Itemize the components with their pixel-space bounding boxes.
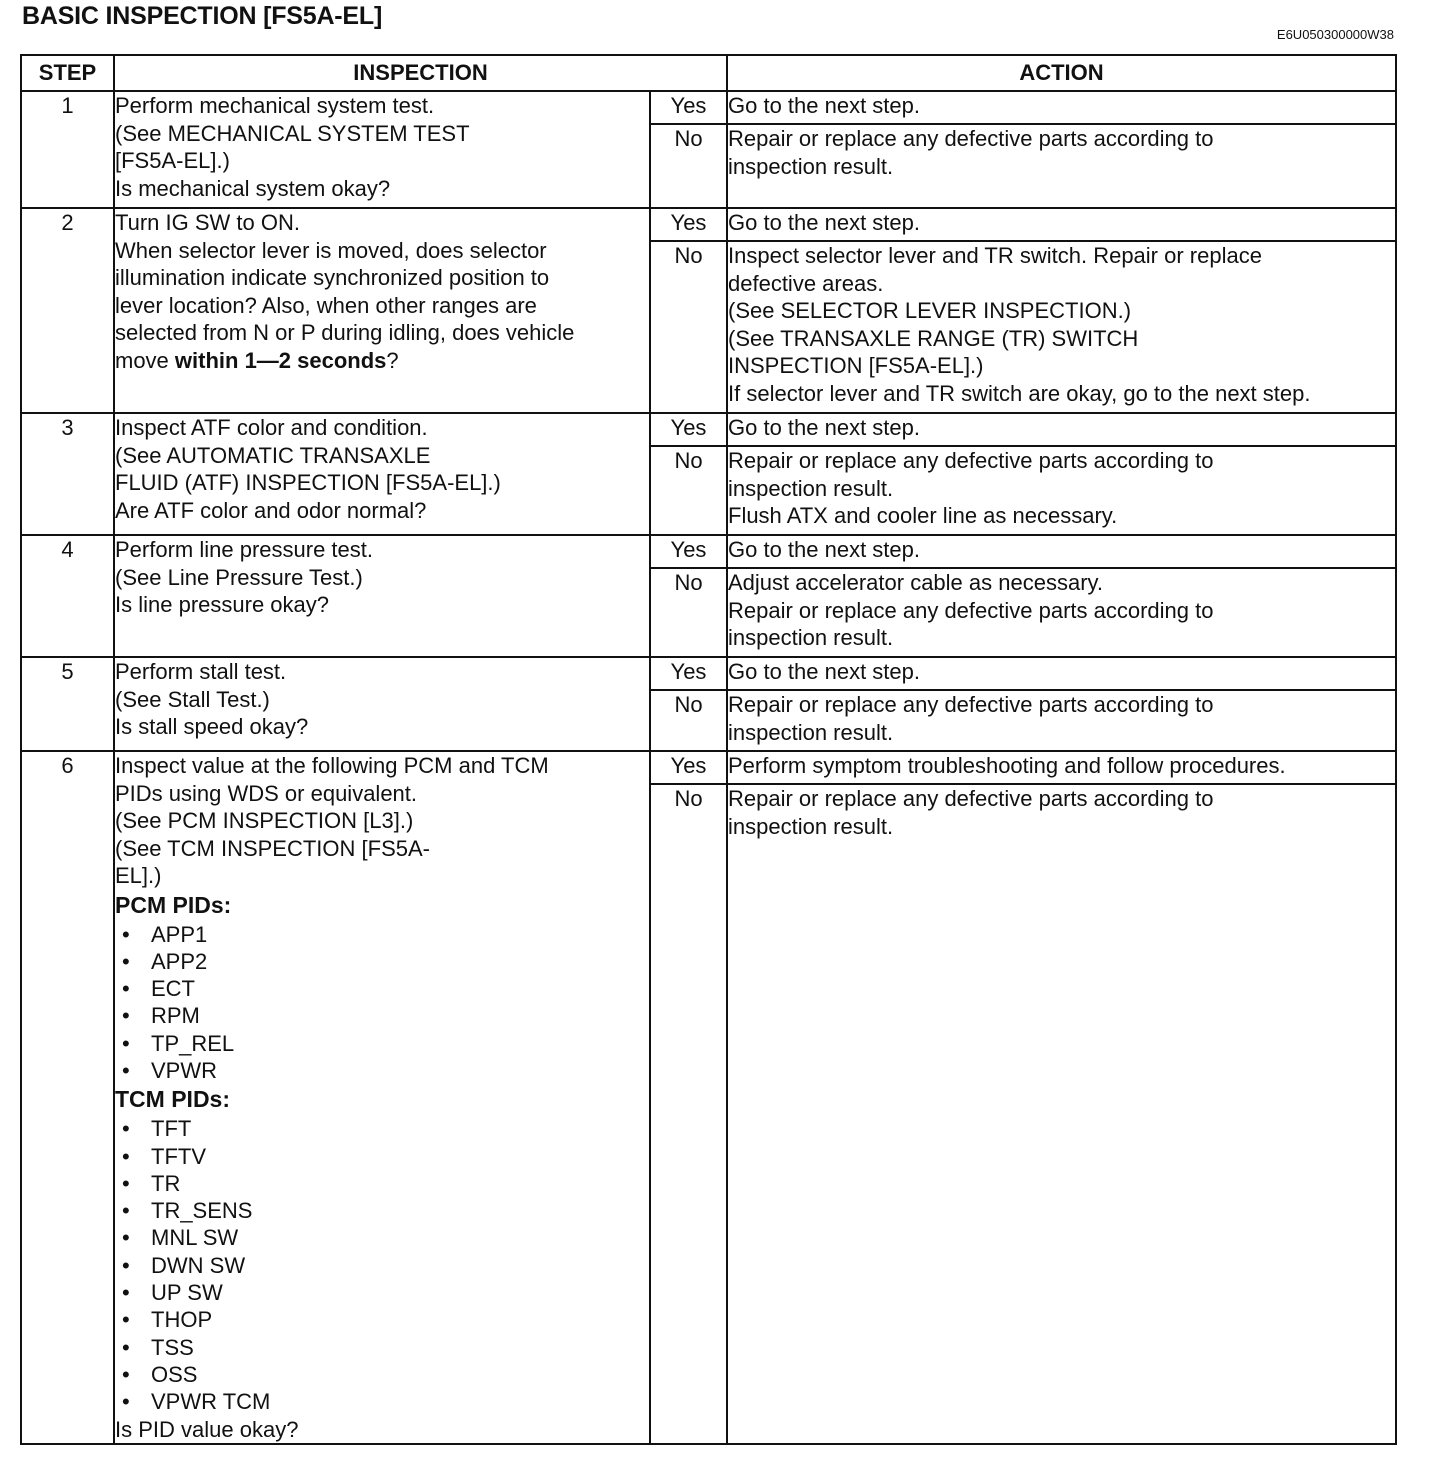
no-action (727, 690, 1396, 751)
no-action (727, 124, 1396, 208)
no-label: No (650, 241, 727, 413)
inspection-line: (See MECHANICAL SYSTEM TEST (115, 120, 470, 146)
list-item: • DWN SW (115, 1252, 649, 1279)
list-item: • MNL SW (115, 1224, 649, 1251)
no-label: No (650, 124, 727, 208)
list-item: • TP_REL (115, 1030, 649, 1057)
yes-action (727, 413, 1396, 446)
yes-label: Yes (650, 751, 727, 784)
inspection-line: Is line pressure okay? (115, 592, 329, 617)
yes-action (727, 657, 1396, 690)
inspection-line: Is mechanical system okay? (115, 175, 391, 201)
no-action (727, 241, 1396, 413)
list-item: • ECT (115, 975, 649, 1002)
action-line: INSPECTION [FS5A-EL].) (728, 353, 984, 378)
action-line: Perform symptom troubleshooting and follow procedures. (728, 753, 1286, 778)
tcm-pid-list (115, 1115, 649, 1415)
document-code: E6U050300000W38 (1276, 27, 1394, 42)
inspection-line: selected from N or P during idling, does vehicle (115, 320, 575, 345)
table-row (21, 751, 1396, 784)
list-item: • TR_SENS (115, 1197, 649, 1224)
inspection-line: Perform line pressure test. (115, 537, 373, 562)
inspection-line: Turn IG SW to ON. (115, 210, 300, 235)
yes-action (727, 535, 1396, 568)
action-line: inspection result. (728, 813, 894, 839)
no-action (727, 568, 1396, 657)
no-label: No (650, 690, 727, 751)
action-line: Repair or replace any defective parts according to (728, 786, 1214, 811)
inspection-cell (114, 535, 650, 657)
action-line: (See SELECTOR LEVER INSPECTION.) (728, 298, 1132, 323)
inspection-line: Is stall speed okay? (115, 714, 309, 739)
action-line: If selector lever and TR switch are okay, go to the next step. (728, 380, 1311, 406)
action-line: Repair or replace any defective parts according to (728, 126, 1214, 151)
inspection-line: When selector lever is moved, does selector (115, 237, 547, 263)
inspection-line: Inspect ATF color and condition. (115, 415, 428, 440)
list-item: • APP1 (115, 921, 649, 948)
inspection-line: (See Stall Test.) (115, 686, 270, 712)
table-row (21, 413, 1396, 446)
header-inspection: INSPECTION (114, 55, 727, 91)
inspection-line: (See PCM INSPECTION [L3].) (115, 808, 414, 833)
list-item: • VPWR TCM (115, 1388, 649, 1415)
list-item: • TFTV (115, 1143, 649, 1170)
no-action (727, 784, 1396, 1444)
inspection-line (115, 347, 649, 375)
inspection-line: (See Line Pressure Test.) (115, 564, 363, 590)
time-limit-text: within 1—2 seconds (174, 347, 387, 373)
inspection-cell (114, 413, 650, 535)
inspection-line: lever location? Also, when other ranges are (115, 292, 537, 318)
no-label: No (650, 784, 727, 1444)
action-line: Go to the next step. (728, 537, 921, 562)
list-item: • THOP (115, 1306, 649, 1333)
header-step: STEP (21, 55, 114, 91)
inspection-text: ? (386, 347, 399, 373)
action-line: Inspect selector lever and TR switch. Repair or replace (728, 243, 1262, 268)
action-line: (See TRANSAXLE RANGE (TR) SWITCH (728, 325, 1139, 351)
action-line: inspection result. (728, 153, 894, 179)
step-number: 3 (21, 413, 114, 535)
yes-label: Yes (650, 413, 727, 446)
inspection-cell (114, 657, 650, 751)
list-item: • UP SW (115, 1279, 649, 1306)
list-item: • APP2 (115, 948, 649, 975)
step-number: 6 (21, 751, 114, 1444)
pcm-pid-list (115, 921, 649, 1085)
step-number: 4 (21, 535, 114, 657)
no-label: No (650, 446, 727, 535)
action-line: inspection result. (728, 719, 894, 745)
pcm-pids-heading: PCM PIDs: (115, 891, 232, 918)
inspection-question: Is PID value okay? (115, 1416, 299, 1442)
inspection-line: FLUID (ATF) INSPECTION [FS5A-EL].) (115, 470, 501, 495)
action-line: defective areas. (728, 270, 884, 296)
action-line: inspection result. (728, 475, 894, 501)
action-line: Go to the next step. (728, 415, 921, 440)
inspection-cell (114, 208, 650, 413)
yes-label: Yes (650, 535, 727, 568)
step-number: 5 (21, 657, 114, 751)
list-item: • OSS (115, 1361, 649, 1388)
list-item: • TR (115, 1170, 649, 1197)
action-line: inspection result. (728, 625, 894, 650)
action-line: Go to the next step. (728, 93, 921, 118)
yes-label: Yes (650, 91, 727, 124)
action-line: Go to the next step. (728, 210, 921, 235)
table-row (21, 657, 1396, 690)
action-line: Repair or replace any defective parts according to (728, 692, 1214, 717)
action-line: Adjust accelerator cable as necessary. (728, 570, 1103, 595)
inspection-line: PIDs using WDS or equivalent. (115, 780, 418, 806)
list-item: • RPM (115, 1002, 649, 1029)
inspection-line: Perform stall test. (115, 659, 287, 684)
yes-action (727, 751, 1396, 784)
inspection-line: illumination indicate synchronized position to (115, 265, 550, 290)
inspection-line: [FS5A-EL].) (115, 148, 230, 173)
inspection-line: EL].) (115, 863, 162, 888)
yes-label: Yes (650, 657, 727, 690)
no-label: No (650, 568, 727, 657)
inspection-line: (See TCM INSPECTION [FS5A- (115, 835, 430, 861)
inspection-line: (See AUTOMATIC TRANSAXLE (115, 442, 431, 468)
page-title: BASIC INSPECTION [FS5A-EL] (22, 2, 383, 30)
yes-label: Yes (650, 208, 727, 241)
inspection-cell (114, 91, 650, 208)
no-action (727, 446, 1396, 535)
list-item: • TSS (115, 1334, 649, 1361)
table-row (21, 535, 1396, 568)
table-row (21, 91, 1396, 124)
inspection-table (20, 54, 1397, 1445)
step-number: 1 (21, 91, 114, 208)
list-item: • TFT (115, 1115, 649, 1142)
step-number: 2 (21, 208, 114, 413)
action-line: Flush ATX and cooler line as necessary. (728, 503, 1118, 528)
action-line: Repair or replace any defective parts according to (728, 448, 1214, 473)
action-line: Go to the next step. (728, 659, 921, 684)
table-header-row (21, 55, 1396, 91)
inspection-line: Inspect value at the following PCM and TCM (115, 753, 549, 778)
yes-action (727, 208, 1396, 241)
inspection-text: move (115, 347, 175, 373)
action-line: Repair or replace any defective parts according to (728, 597, 1214, 623)
inspection-line: Perform mechanical system test. (115, 93, 435, 118)
header-action: ACTION (727, 55, 1396, 91)
table-row (21, 208, 1396, 241)
list-item: • VPWR (115, 1057, 649, 1084)
inspection-line: Are ATF color and odor normal? (115, 497, 427, 523)
tcm-pids-heading: TCM PIDs: (115, 1086, 230, 1113)
yes-action (727, 91, 1396, 124)
inspection-cell (114, 751, 650, 1444)
